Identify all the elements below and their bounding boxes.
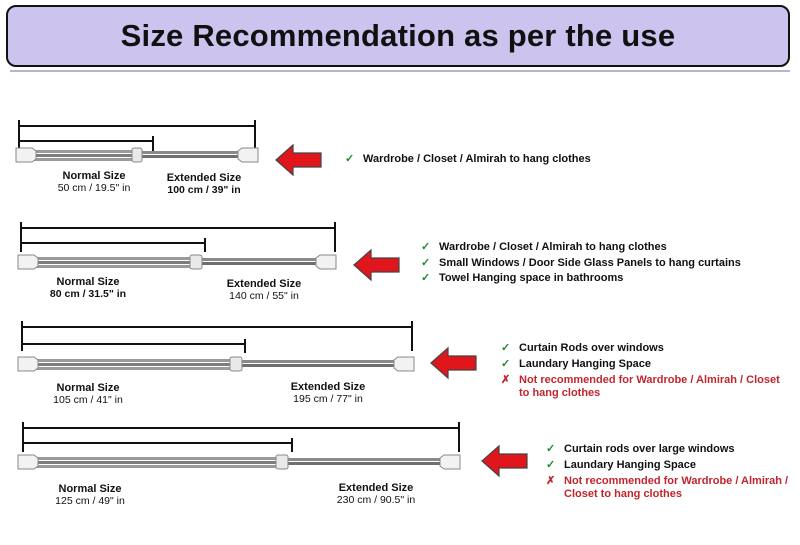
- arrow-left-icon: [429, 346, 479, 380]
- extended-bracket: [22, 427, 460, 429]
- extended-size-label: Extended Size 140 cm / 55" in: [226, 278, 302, 302]
- normal-bracket: [21, 343, 246, 345]
- extended-bracket: [20, 227, 336, 229]
- extended-size-label: Extended Size 100 cm / 39" in: [166, 172, 242, 196]
- cross-mark-icon: ✗: [501, 374, 511, 386]
- use-item: ✓ Curtain Rods over windows: [501, 341, 793, 357]
- use-list: [345, 152, 591, 168]
- rod-end-cap-right: [394, 357, 414, 371]
- page-title: Size Recommendation as per the use: [120, 18, 676, 53]
- arrow-left-icon: [352, 248, 402, 282]
- use-item: ✓ Curtain rods over large windows: [546, 442, 792, 458]
- use-item: ✓ Wardrobe / Closet / Almirah to hang clothes: [345, 152, 591, 168]
- use-list: [421, 240, 741, 287]
- arrow-left-icon: [274, 143, 324, 177]
- check-mark-icon: ✓: [501, 342, 511, 354]
- cross-mark-icon: ✗: [546, 475, 556, 487]
- normal-bracket: [22, 442, 293, 444]
- use-item: ✓ Small Windows / Door Side Glass Panels to hang curtains: [421, 256, 741, 272]
- check-mark-icon: ✓: [546, 458, 556, 471]
- extended-size-label: Extended Size 230 cm / 90.5" in: [336, 482, 416, 506]
- normal-size-label: Normal Size 50 cm / 19.5" in: [57, 170, 131, 194]
- rod-joint: [276, 455, 288, 469]
- rod-tubes: [36, 257, 320, 268]
- use-item: ✓ Laundary Hanging Space: [546, 458, 792, 474]
- extended-size-label: Extended Size 195 cm / 77" in: [290, 381, 366, 405]
- title-banner: [6, 5, 790, 67]
- rod-end-cap-left: [16, 148, 36, 162]
- rod-end-cap-right: [238, 148, 258, 162]
- rod-end-cap-right: [440, 455, 460, 469]
- use-item-warning: ✗ Not recommended for Wardrobe / Almirah / Closet to hang clothes: [501, 374, 780, 399]
- normal-size-label: Normal Size 80 cm / 31.5" in: [49, 276, 127, 300]
- arrow-left-icon: [480, 444, 530, 478]
- rod-joint: [132, 148, 142, 162]
- check-mark-icon: ✓: [421, 241, 431, 253]
- normal-size-label: Normal Size 125 cm / 49" in: [55, 483, 125, 507]
- rod-end-cap-right: [316, 255, 336, 269]
- use-list: [546, 442, 792, 501]
- normal-bracket: [20, 242, 206, 244]
- rod-tubes: [36, 359, 398, 370]
- normal-bracket: [18, 140, 154, 142]
- use-item: ✓ Towel Hanging space in bathrooms: [421, 271, 741, 287]
- check-mark-icon: ✓: [421, 272, 431, 284]
- check-mark-icon: ✓: [501, 357, 511, 370]
- extended-bracket: [18, 125, 256, 127]
- check-mark-icon: ✓: [421, 256, 431, 269]
- rod-end-cap-left: [18, 455, 38, 469]
- rod-end-cap-left: [18, 357, 38, 371]
- use-list: [501, 341, 793, 400]
- rod-joint: [190, 255, 202, 269]
- normal-size-label: Normal Size 105 cm / 41" in: [53, 382, 123, 406]
- rod-joint: [230, 357, 242, 371]
- check-mark-icon: ✓: [345, 153, 355, 165]
- use-item: ✓ Wardrobe / Closet / Almirah to hang clothes: [421, 240, 741, 256]
- banner-divider: [10, 70, 790, 72]
- rod-end-cap-left: [18, 255, 38, 269]
- extended-bracket: [21, 326, 413, 328]
- use-item-warning: ✗ Not recommended for Wardrobe / Almirah / Closet to hang clothes: [546, 475, 789, 500]
- check-mark-icon: ✓: [546, 443, 556, 455]
- use-item: ✓ Laundary Hanging Space: [501, 357, 793, 373]
- rod-tubes: [36, 457, 444, 468]
